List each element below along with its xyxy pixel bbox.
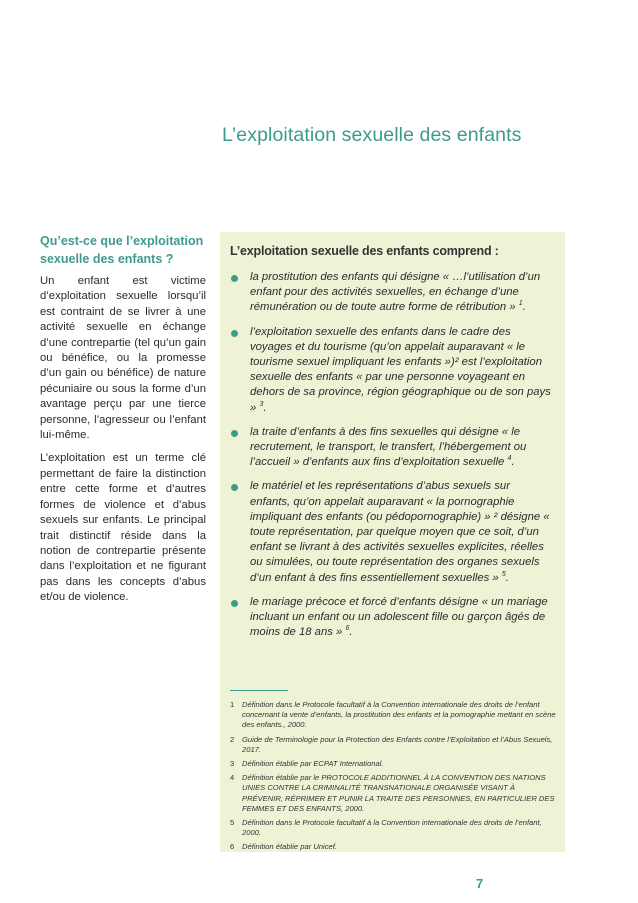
bullet-icon: [231, 275, 238, 282]
definition-heading: Qu’est-ce que l’exploitation sexuelle des enfants ?: [40, 234, 204, 266]
list-item: [230, 479, 553, 585]
footnote-text: Définition dans le Protocole facultatif à la Convention internationale des droits de l’enfant concernant la vente d’enfants, la prostitution des enfants et la pornographie mettant en scène des enfants., 2000.: [242, 700, 556, 730]
page-number: 7: [476, 876, 484, 891]
bullet-icon: [231, 600, 238, 607]
footnote-number: 5: [230, 818, 235, 828]
bullet-icon: [231, 430, 238, 437]
footnote-text: Guide de Terminologie pour la Protection des Enfants contre l’Exploitation et l’Abus Sexuels, 2017.: [242, 734, 553, 754]
footnote-ref: 3: [259, 400, 264, 408]
footnote: [230, 842, 556, 852]
footnote-number: 6: [230, 842, 235, 852]
footnote-ref: 4: [507, 455, 512, 463]
footnote-text: Définition établie par ECPAT International.: [242, 759, 384, 769]
footnote-ref: 5: [501, 570, 506, 578]
list-item: [230, 425, 553, 471]
list-item-text: la prostitution des enfants qui désigne « …l’utilisation d’un enfant pour des activités sexuelles, en échange d’une rémunération ou de toute autre forme de rétribution » $^1$.: [250, 271, 541, 314]
list-item-body: le mariage précoce et forcé d’enfants désigne « un mariage incluant un enfant ou un adolescent fille ou garçon âgés de moins de 18 ans »: [250, 595, 548, 639]
footnote: [230, 773, 556, 814]
forms-list: [230, 270, 553, 640]
bullet-icon: [231, 330, 238, 337]
list-item-body: la prostitution des enfants qui désigne « …l’utilisation d’un enfant pour des activités sexuelles, en échange d’une rémunération ou de toute autre forme de rétribution »: [250, 271, 541, 314]
definition-paragraph-2: L’exploitation est un terme clé permettant de faire la distinction entre cette forme et d’autres formes de violence et d’abus sexuels sur enfants. Le principal trait distinctif réside dans la notion de contrepartie présente dans l’exploitation et ne figurant pas dans les concepts d’abus et/ou de violence.: [40, 452, 206, 604]
footnote: [230, 818, 556, 838]
footnote-text: Définition établie par Unicef.: [242, 842, 337, 852]
list-item-text: la traite d’enfants à des fins sexuelles qui désigne « le recrutement, le transport, le transfert, l’hébergement ou l’accueil » d’enfants aux fins d’exploitation sexuelle $^4$.: [250, 425, 527, 469]
footnote-number: 4: [230, 773, 235, 783]
footnote-number: 3: [230, 759, 235, 769]
list-item: [230, 270, 553, 316]
page-title: L’exploitation sexuelle des enfants: [222, 124, 522, 146]
footnote-ref: 1: [518, 300, 523, 308]
forms-heading: L’exploitation sexuelle des enfants comprend :: [230, 244, 499, 258]
list-item-text: le matériel et les représentations d’abus sexuels sur enfants, qu’on appelait auparavant « la pornographie impliquant des enfants (ou pédopornographie) » ² désigne « toute représentation, par quelque moyen que ce soit, d’un enfant se livrant à des activités sexuelles explicites, réelles ou simulées, ou toute représentation des organes sexuels d’un enfant à des fins essentiellement sexuelles » $^5$.: [250, 480, 550, 584]
footnotes-list: [230, 700, 556, 857]
footnote: [230, 759, 556, 769]
footnote-number: 2: [230, 734, 235, 744]
definition-paragraph-1: Un enfant est victime d’exploitation sexuelle lorsqu’il est contraint de se livrer à une activité sexuelle en échange d’une contrepartie (tel qu’un gain ou bénéfice, ou la promesse d’un gain ou bénéfice) de nature pécuniaire ou sous la forme d’un avantage perçu par une tierce personne, l’agresseur ou l’enfant lui-même.: [40, 275, 206, 442]
footnote-ref: 6: [345, 625, 350, 633]
list-item: [230, 325, 553, 416]
bullet-icon: [231, 484, 238, 491]
forms-box: [220, 232, 565, 852]
footnote-text: Définition établie par le PROTOCOLE ADDITIONNEL À LA CONVENTION DES NATIONS UNIES CONTRE LA CRIMINALITÉ TRANSNATIONALE ORGANISÉE VISANT À PRÉVENIR, RÉPRIMER ET PUNIR LA TRAITE DES PERSONNES, EN PARTICULIER DES FEMMES ET DES ENFANTS, 2000.: [242, 773, 555, 813]
footnote: [230, 735, 556, 755]
list-item-text: le mariage précoce et forcé d’enfants désigne « un mariage incluant un enfant ou un adolescent fille ou garçon âgés de moins de 18 ans » $^6$.: [250, 595, 548, 639]
list-item-body: le matériel et les représentations d’abus sexuels sur enfants, qu’on appelait auparavant « la pornographie impliquant des enfants (ou pédopornographie) » ² désigne « toute représentation, par quelque moyen que ce soit, d’un enfant se livrant à des activités sexuelles explicites, réelles ou simulées, ou toute représentation des organes sexuels d’un enfant à des fins essentiellement sexuelles »: [250, 480, 550, 584]
list-item: [230, 595, 553, 641]
definition-column: [40, 232, 206, 614]
footnote-text: Définition dans le Protocole facultatif à la Convention internationale des droits de l’enfant, 2000.: [242, 818, 542, 838]
list-item-text: l’exploitation sexuelle des enfants dans le cadre des voyages et du tourisme (qu’on appelait auparavant « le tourisme sexuel impliquant les enfants »)² est l’exploitation sexuelle des enfants « par une personne voyageant en dehors de sa province, région géographique ou de son pays » $^3$.: [250, 325, 551, 414]
footnote-number: 1: [230, 700, 235, 709]
footnote-divider: [230, 690, 288, 691]
footnote: [230, 700, 556, 731]
list-item-body: l’exploitation sexuelle des enfants dans le cadre des voyages et du tourisme (qu’on appelait auparavant « le tourisme sexuel impliquant les enfants »)² est l’exploitation sexuelle des enfants « par une personne voyageant en dehors de sa province, région géographique ou de son pays »: [250, 325, 551, 414]
list-item-body: la traite d’enfants à des fins sexuelles qui désigne « le recrutement, le transport, le transfert, l’hébergement ou l’accueil » d’enfants aux fins d’exploitation sexuelle: [250, 425, 527, 469]
